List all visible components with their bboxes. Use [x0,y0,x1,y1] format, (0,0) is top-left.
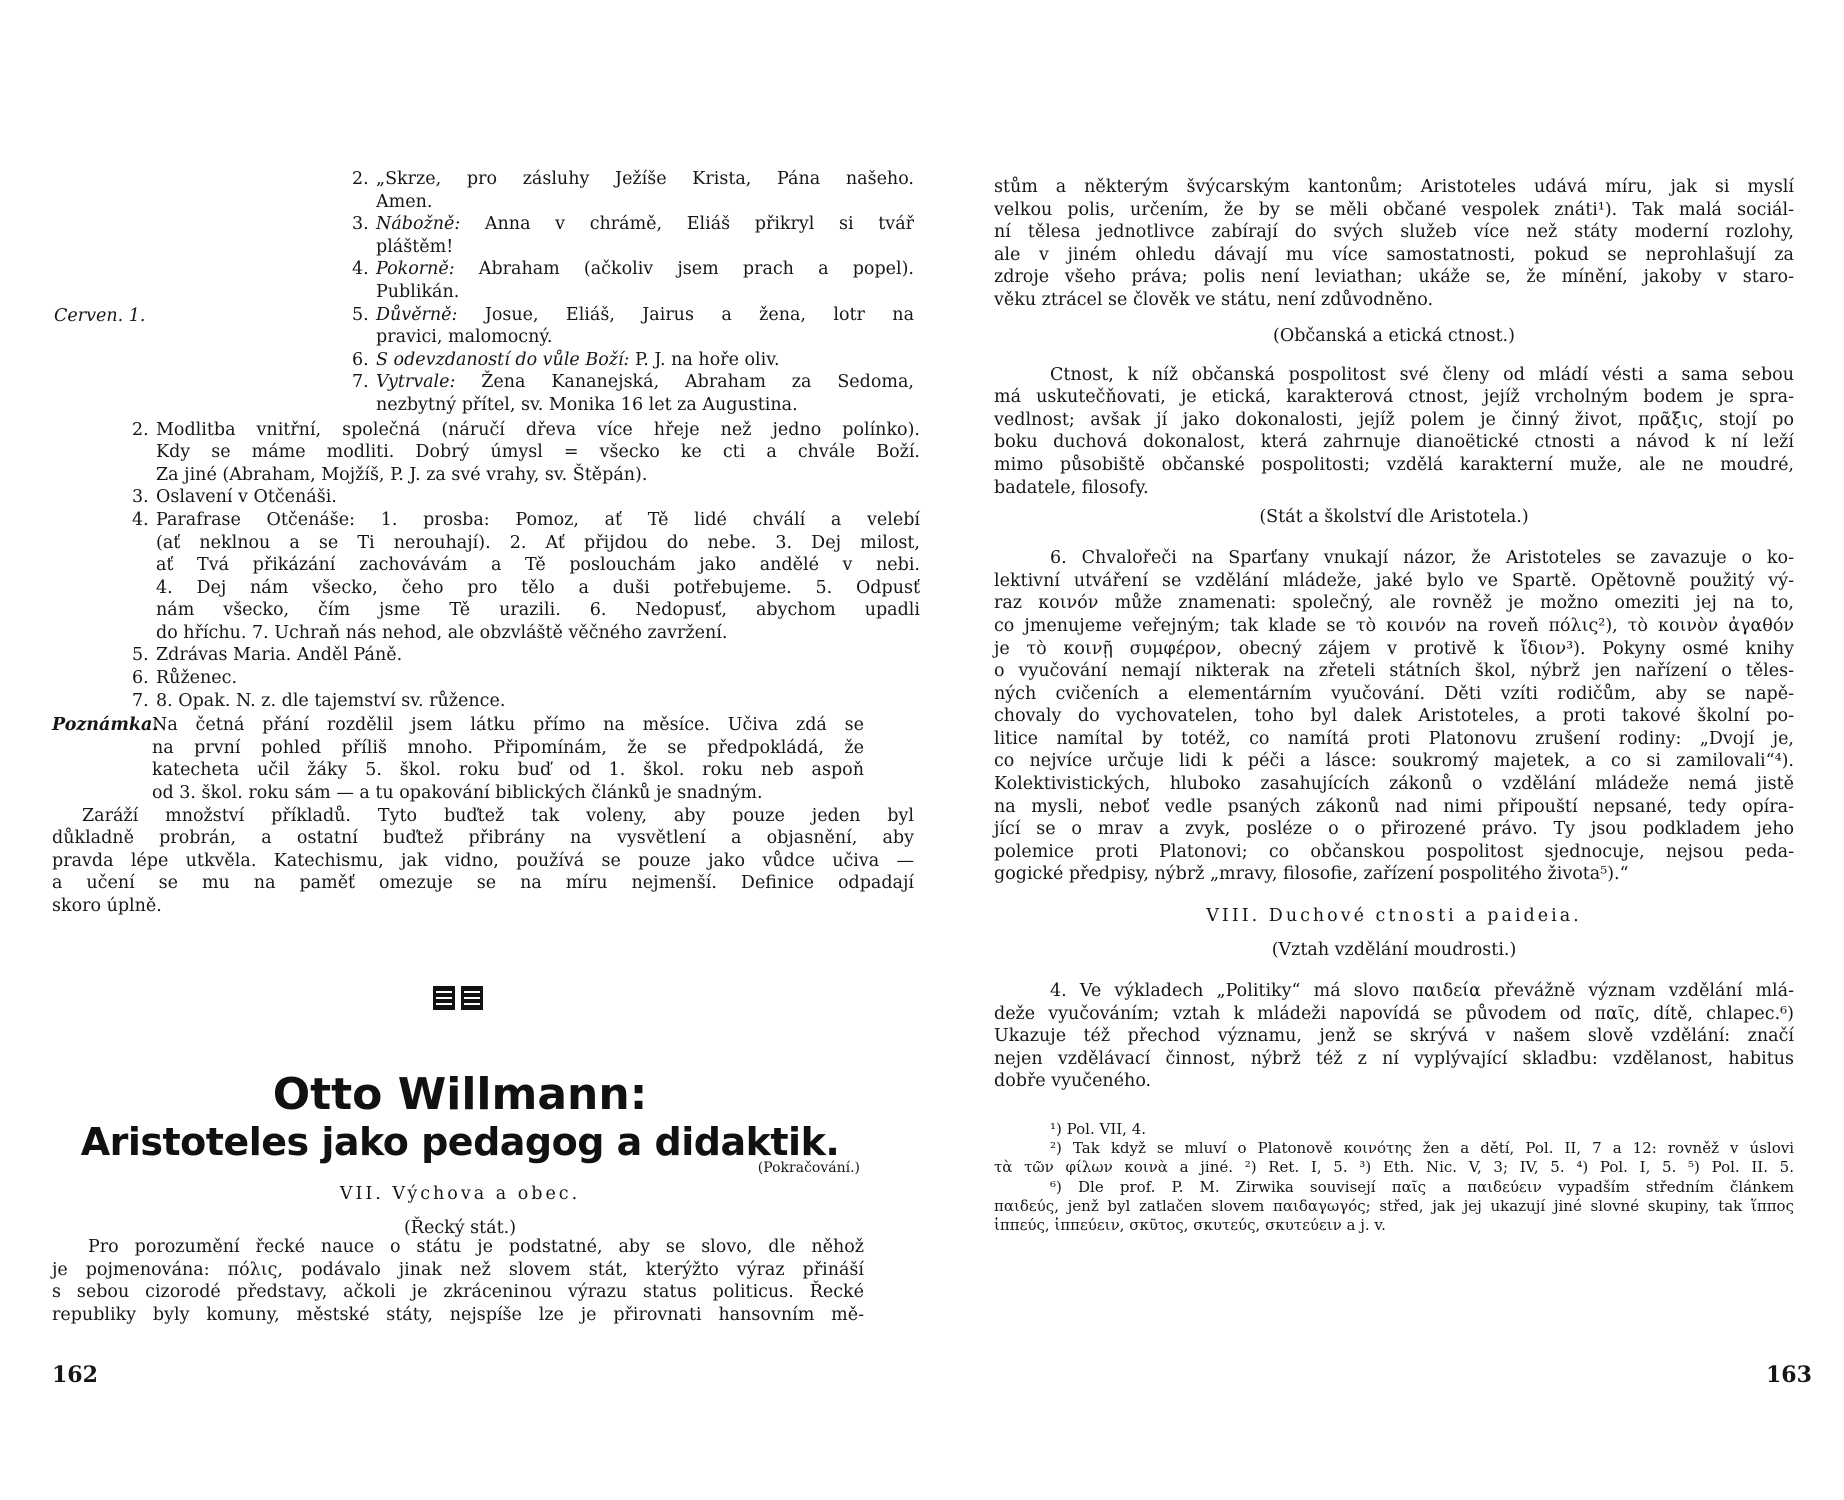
text-line: velkou polis, určením, že by se měli občané vespolek znáti¹). Tak malá sociál- [994,199,1794,220]
text-line: ²) Tak když se mluví o Platonově κοινότης žen a dětí, Pol. II, 7 a 12: rovněž v úslovi [1050,1139,1794,1158]
text-line: co jmenujeme veřejným; tak klade se τὸ κοινόν na roveň πόλις²), τὸ κοινὸν ἀγαθόν [994,615,1794,636]
text-line: badatele, filosofy. [994,477,1149,498]
text-line: pravici, malomocný. [376,327,553,348]
text-line: s sebou cizorodé představy, ačkoli je zkráceninou výrazu status politicus. Řecké [52,1282,864,1303]
list-number: 3. [132,487,149,508]
text-line: „Skrze, pro zásluhy Ježíše Krista, Pána našeho. [376,169,914,189]
list-body [376,168,914,213]
text-line: Parafrase Otčenáše: 1. prosba: Pomoz, ať Tě lidé chválí a velebí [156,509,920,530]
text-line: Růženec. [156,668,238,689]
text-line: jící se o mrav a zvyk, posléze o o přirozené právo. Ty jsou podkladem jeho [994,819,1794,840]
text-line: litice namítal by totéž, co namítá proti Platonovu zrušení rodiny: „Dvojí je, [994,728,1794,749]
note-text [152,714,864,804]
paragraph-3 [994,547,1794,886]
subsection-heading: (Řecký stát.) [403,1218,517,1238]
text-line: do hříchu. 7. Uchraň nás nehod, ale obzvláště věčného zavržení. [156,622,728,643]
section-heading: VII. Výchova a obec. [339,1184,581,1204]
list-number: 7. [132,690,149,711]
left-column [52,168,920,918]
list-item [352,349,914,372]
article-body [52,1236,864,1326]
text-line: (ať neklnou a se Ti nerouhají). 2. Ať přijdou do nebe. 3. Dej milost, [156,532,920,553]
list-body [156,644,920,667]
list-body [156,667,920,690]
right-column [994,176,1794,1235]
heading-state-school: (Stát a školství dle Aristotela.) [1259,507,1529,528]
text-line: Zdrávas Maria. Anděl Páně. [156,645,403,666]
text-line: 6. Chvalořeči na Sparťany vnukají názor, že Aristoteles se zavazuje o ko- [1050,548,1794,569]
list-top [52,168,914,417]
text-line: nejen vzdělávací činnost, nýbrž též z ní vyplývající skladbu: vzdělanost, habitus [994,1048,1794,1069]
text-line: věku ztrácel se člověk ve státu, není zdůvodněno. [994,289,1434,310]
text-line: Nábožně: Anna v chrámě, Eliáš přikryl si tvář [376,214,914,235]
list-item [352,213,914,258]
list-item [352,371,914,416]
list-number: 7. [352,372,369,393]
heading-relation: (Vztah vzdělání moudrosti.) [1271,940,1517,961]
list-body [376,349,914,372]
text-line: Vytrvale: Žena Kananejská, Abraham za Sedoma, [376,372,914,393]
text-line: ní tělesa jednotlivce zabírají do svých služeb více než státy moderní rozlohy, [994,222,1794,243]
text-line: co nejvíce určuje lidi k péči a lásce: soukromý majetek, a co si zamilovali“⁴). [994,751,1794,772]
list-item [132,644,920,667]
list-body [376,304,914,349]
list-item [352,258,914,303]
text-line: ἱππεύς, ἱππεύειν, σκῦτος, σκυτεύς, σκυτεύειν a j. v. [994,1216,1386,1235]
right-page [922,0,1844,1500]
text-line: Kolektivistických, hluboko zasahujících zákonů o vzdělání mládeže nemá jistě [994,774,1794,795]
note-block [52,714,864,804]
text-line: ných cvičeních a elementárním vyučování. Děti vzíti rodičům, aby se napě- [994,683,1794,704]
text-line: republiky byly komuny, městské státy, nejspíše lze je přirovnati hansovním mě- [52,1304,864,1325]
text-line: Důvěrně: Josue, Eliáš, Jairus a žena, lotr na [376,304,914,325]
list-number: 5. [352,304,369,325]
text-line: 4. Ve výkladech „Politiky“ má slovo παιδεία převážně význam vzdělání mlá- [1050,981,1794,1002]
text-line: ⁶) Dle prof. P. M. Zirwika souvisejí παῖς a παιδεύειν vypadším středním článkem [1050,1177,1794,1196]
article-subtitle: Aristoteles jako pedagog a didaktik. [80,1120,840,1164]
list-number: 2. [352,169,369,189]
list-body [376,258,914,303]
text-line: Oslavení v Otčenáši. [156,487,337,508]
text-line: důkladně probrán, a ostatní buďtež přibrány na vysvětlení a objasnění, aby [52,828,914,849]
heading-civic-virtue: (Občanská a etická ctnost.) [1273,325,1515,346]
list-number: 2. [132,419,149,440]
text-line: ale v jiném ohledu dávají mu více samostatnosti, pokud se neprohlašují za [994,244,1794,265]
list-body [156,690,920,713]
list-item [132,690,920,713]
list-body [376,213,914,258]
article-header [60,1069,860,1238]
text-line: 4. Dej nám všecko, čeho pro tělo a duši potřebujeme. 5. Odpusť [156,577,920,598]
text-line: Pokorně: Abraham (ačkoliv jsem prach a popel). [376,259,914,280]
paragraph-2 [994,364,1794,500]
text-line: S odevzdaností do vůle Boží: P. J. na hoře oliv. [376,349,780,370]
list-item [132,509,920,645]
text-line: stům a některým švýcarským kantonům; Aristoteles udává míru, jak si myslí [994,177,1794,197]
text-line: je τὸ κοινῇ συμφέρον, obecný zájem v protivě k ἴδιον³). Pokyny osmé knihy [994,638,1794,659]
text-line: raz κοινόν může znamenati: společný, ale rovněž je možno omeziti jej na to, [994,593,1794,614]
text-line: chovaly do vychovatelen, toho byl dalek Aristoteles, a proti takové školní po- [994,706,1794,727]
text-line: nám všecko, čím jsme Tě urazili. 6. Nedopusť, abychom upadli [156,600,920,621]
text-line: gogické předpisy, nýbrž „mravy, filosofie, zařízení pospolitého života⁵).“ [994,864,1629,885]
section-ornament [432,985,484,1011]
text-line: παιδεύς, jenž byl zatlačen slovem παιδαγωγός; střed, jak jej ukazují jiné slovné skupiny, tak ἵππος [994,1196,1794,1215]
heading-chapter-8: VIII. Duchové ctnosti a paideia. [1206,906,1582,927]
text-line: a učení se mu na paměť omezuje se na míru nejmenší. Definice odpadají [52,873,914,894]
text-line: o vyučování nemají nikterak na zřeteli státních škol, nýbrž jen nařízení o těles- [994,661,1794,682]
text-line: Ukazuje též přechod významu, jenž se skrývá v našem slově vzdělání: značí [994,1026,1794,1047]
list-body [156,486,920,509]
text-line: skoro úplně. [52,896,162,916]
text-line: Amen. [376,191,433,212]
text-line: 8. Opak. N. z. dle tajemství sv. růžence. [156,690,506,711]
text-line: na mysli, neboť vedle psaných zákonů nad nimi připouští nepsané, tedy opíra- [994,796,1794,817]
list-number: 4. [132,509,149,530]
closing-paragraph [52,805,914,918]
text-line: deže vyučováním; vztah k mládeži napovídá se původem od παῖς, dítě, chlapec.⁶) [994,1003,1794,1024]
page-number: 163 [1766,1362,1812,1388]
margin-note: Cerven. 1. [54,306,146,326]
text-line: pravda lépe utkvěla. Katechismu, jak vidno, používá se pouze jako vůdce učiva — [52,850,914,871]
list-number: 6. [352,349,369,370]
text-line: Zaráží množství příkladů. Tyto buďtež tak voleny, aby pouze jeden byl [82,805,914,826]
text-line: má uskutečňovati, je etická, karakterová ctnost, jejíž vrcholným bodem je spra- [994,387,1794,408]
list-number: 3. [352,214,369,235]
text-line: mimo působiště občanské pospolitosti; vzdělá karakterní muže, ale ne moudré, [994,454,1794,475]
list-item [132,419,920,487]
text-line: Publikán. [376,281,460,302]
footnotes [994,1120,1794,1235]
text-line: Ctnost, k níž občanská pospolitost své členy od mládí vésti a sama sebou [1050,364,1794,385]
text-line: ¹) Pol. VII, 4. [1050,1120,1147,1138]
text-line: ať Tvá přikázání zachovávám a Tě poslouchám jako andělé v nebi. [156,555,920,576]
paragraph-4 [994,980,1794,1093]
text-line: nezbytný přítel, sv. Monika 16 let za Augustina. [376,394,798,415]
text-line: zdroje všeho práva; polis není leviathan; ukáže se, že mínění, jakoby v staro- [994,267,1794,288]
text-line: lektivní utváření se vzdělání mládeže, jaké bylo ve Spartě. Opětovně použitý vý- [994,570,1794,591]
article-title: Otto Willmann: [272,1069,648,1120]
list-body [376,371,914,416]
footnote-rule [994,1111,1204,1112]
continuation-note: (Pokračování.) [757,1160,860,1176]
text-line: boku duchová dokonalost, která zahrnuje dianoëtické ctnosti a návod k ní leží [994,432,1794,453]
list-item [352,168,914,213]
list-item [132,486,920,509]
note-label: Poznámka. [52,715,159,736]
text-line: τὰ τῶν φίλων κοινὰ a jiné. ²) Ret. I, 5. ³) Eth. Nic. V, 3; IV, 5. ⁴) Pol. I, 5. ⁵) Pol. II. 5. [994,1158,1794,1177]
text-line: katecheta učil žáky 5. škol. roku buď od 1. škol. roku neb aspoň [152,760,864,781]
text-line: Pro porozumění řecké nauce o státu je podstatné, aby se slovo, dle něhož [88,1237,864,1257]
text-line: Modlitba vnitřní, společná (náručí dřeva více hřeje než jedno polínko). [156,419,920,440]
text-line: pláštěm! [376,236,454,257]
list-number: 6. [132,668,149,689]
paragraph-1 [994,176,1794,312]
list-body [156,509,920,645]
text-line: Za jiné (Abraham, Mojžíš, P. J. za své vrahy, sv. Štěpán). [156,464,648,485]
text-line: na první pohled příliš mnoho. Připomínám, že se předpokládá, že [152,737,864,758]
text-line: Kdy se máme modliti. Dobrý úmysl = všecko ke cti a chvále Boží. [156,442,920,463]
text-line: vedlnost; avšak jí jako dokonalosti, jejíž polem je činný život, πρᾶξις, stojí po [994,409,1794,430]
text-line: je pojmenována: πόλις, podávalo jinak než slovem stát, kterýžto výraz přináší [52,1259,864,1280]
list-body [156,419,920,487]
list-item [132,667,920,690]
page-number: 162 [52,1362,98,1388]
text-line: dobře vyučeného. [994,1071,1152,1092]
list-number: 4. [352,259,369,280]
text-line: polemice proti Platonovi; co občanskou pospolitost sjednocuje, nejsou peda- [994,841,1794,862]
text-line: od 3. škol. roku sám — a tu opakování biblických článků je snadným. [152,783,763,804]
list-number: 5. [132,645,149,666]
list-item [352,304,914,349]
text-line: Na četná přání rozdělil jsem látku přímo na měsíce. Učiva zdá se [152,715,864,736]
list-mid [52,419,920,713]
